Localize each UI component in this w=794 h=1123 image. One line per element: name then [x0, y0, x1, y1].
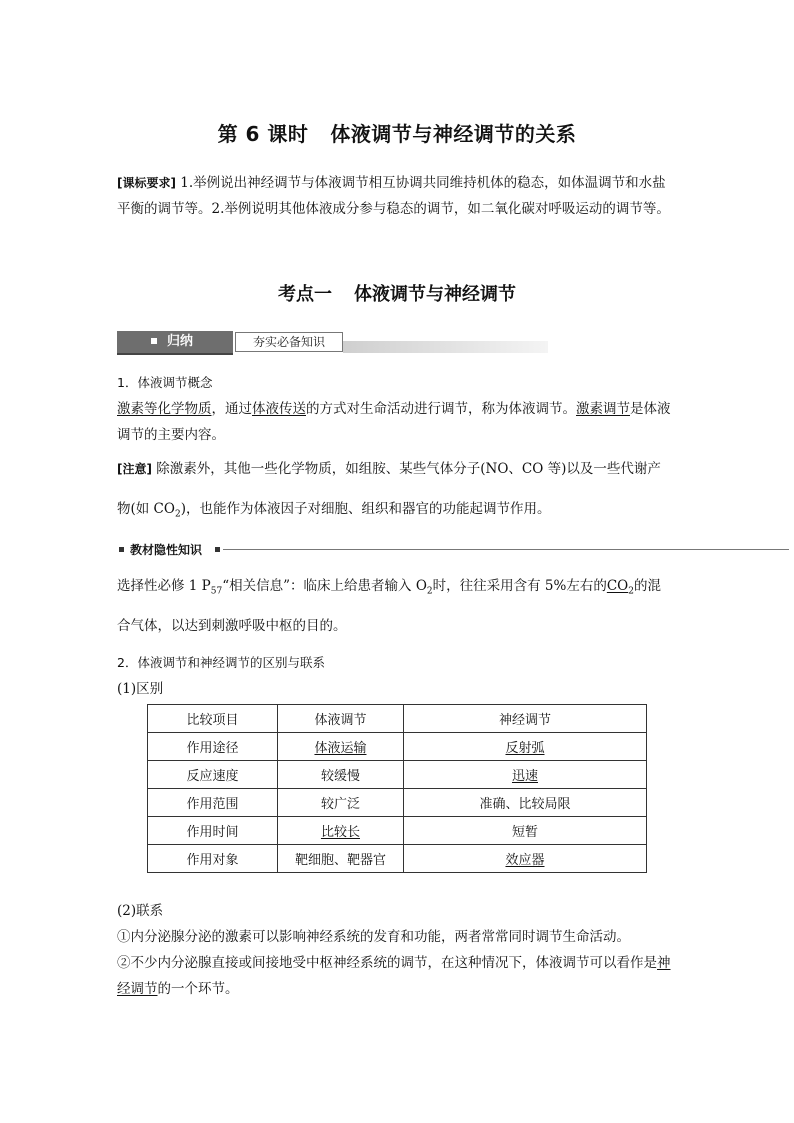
table-cell: 较广泛 — [277, 789, 403, 817]
underlined-answer: 效应器 — [505, 853, 545, 868]
note-text-2b: )，也能作为体液因子对细胞、组织和器官的功能起调节作用。 — [180, 501, 551, 517]
term-nervous-regulation: 神经调节 — [117, 955, 671, 997]
point2-sub1: (1)区别 — [117, 681, 164, 697]
note-line-1 — [117, 456, 677, 482]
subscript: 2 — [628, 586, 634, 597]
table-row — [148, 733, 647, 761]
text-fragment: ②不少内分泌腺直接或间接地受中枢神经系统的调节，在这种情况下，体液调节可以看作是 — [117, 955, 657, 971]
term-co2 — [606, 578, 634, 597]
text-fragment: 选择性必修 1 P — [117, 578, 211, 594]
section-heading — [0, 280, 794, 306]
text-fragment: 时，往往采用含有 5%左右的 — [432, 578, 607, 594]
table-cell: 准确、比较局限 — [404, 789, 647, 817]
table-cell: 短暂 — [404, 817, 647, 845]
note-text-1: 除激素外，其他一些化学物质，如组胺、某些气体分子(NO、CO 等)以及一些代谢产 — [156, 461, 661, 477]
text-fragment: “相关信息”：临床上给患者输入 O — [222, 578, 427, 594]
table-cell: 作用时间 — [148, 817, 278, 845]
note-tag: [注意] — [117, 462, 152, 476]
subscript: 57 — [210, 586, 223, 597]
text-fragment: 是体液调节的主要内容。 — [117, 401, 671, 443]
table-header-cell: 比较项目 — [148, 705, 278, 733]
subscript: 2 — [174, 509, 181, 520]
relation-heading: (2)联系 — [117, 903, 164, 919]
square-bullet-icon — [215, 547, 220, 552]
table-cell — [404, 733, 647, 761]
text-fragment: 的混 — [633, 578, 661, 594]
term-chemicals: 激素等化学物质 — [117, 401, 212, 417]
point2-heading: 2．体液调节和神经调节的区别与联系 — [117, 655, 325, 670]
section-number: 考点一 — [278, 284, 332, 305]
table-cell — [277, 733, 403, 761]
banner-gradient-bar — [343, 341, 548, 353]
relation-item-2 — [117, 950, 677, 1002]
table-header-row — [148, 705, 647, 733]
point1-paragraph — [117, 396, 677, 448]
requirements-text: 1.举例说出神经调节与体液调节相互协调共同维持机体的稳态，如体温调节和水盐平衡的调节等。2.举例说明其他体液成分参与稳态的调节，如二氧化碳对呼吸运动的调节等。 — [117, 175, 670, 217]
text-fragment: 的一个环节。 — [157, 981, 239, 997]
note-line-2 — [117, 496, 677, 528]
point1-heading: 1．体液调节概念 — [117, 375, 213, 390]
subscript: 2 — [426, 586, 433, 597]
hidden-knowledge-line-1 — [117, 573, 677, 605]
underlined-answer: 反射弧 — [505, 741, 545, 756]
lesson-number: 第 6 课时 — [217, 122, 309, 146]
lesson-topic: 体液调节与神经调节的关系 — [330, 122, 577, 146]
table-header-cell: 体液调节 — [277, 705, 403, 733]
underlined-answer: 体液运输 — [314, 741, 367, 756]
square-bullet-icon — [151, 338, 157, 344]
table-cell: 作用途径 — [148, 733, 278, 761]
table-cell — [277, 817, 403, 845]
hidden-knowledge-label: 教材隐性知识 — [130, 543, 203, 557]
section-topic: 体液调节与神经调节 — [354, 284, 516, 305]
table-row — [148, 817, 647, 845]
table-cell: 较缓慢 — [277, 761, 403, 789]
banner-dark-block — [117, 331, 233, 353]
banner-underline — [117, 353, 233, 355]
term-body-fluid-transport: 体液传送 — [252, 401, 306, 417]
table-row — [148, 761, 647, 789]
hidden-knowledge-line-2: 合气体，以达到刺激呼吸中枢的目的。 — [117, 618, 347, 634]
lesson-title — [0, 118, 794, 147]
square-bullet-icon — [119, 547, 124, 552]
text-fragment: 的方式对生命活动进行调节，称为体液调节。 — [306, 401, 576, 417]
underlined-answer: 比较长 — [320, 825, 360, 840]
table-cell — [404, 761, 647, 789]
table-row — [148, 845, 647, 873]
relation-item-1: ①内分泌腺分泌的激素可以影响神经系统的发育和功能，两者常常同时调节生命活动。 — [117, 929, 630, 945]
table-row — [148, 789, 647, 817]
banner-light-label: 夯实必备知识 — [235, 332, 343, 352]
table-header-cell: 神经调节 — [404, 705, 647, 733]
table-cell: 反应速度 — [148, 761, 278, 789]
curriculum-requirements — [117, 170, 677, 222]
hidden-knowledge-title — [117, 540, 677, 560]
table-cell — [404, 845, 647, 873]
text-fragment: CO — [606, 578, 629, 594]
requirements-tag: [课标要求] — [117, 176, 176, 190]
note-text-2a: 物(如 CO — [117, 501, 175, 517]
underlined-answer: 迅速 — [511, 769, 538, 784]
divider-line — [223, 549, 789, 550]
table-cell: 靶细胞、靶器官 — [277, 845, 403, 873]
table-cell: 作用对象 — [148, 845, 278, 873]
banner-dark-label: 归纳 — [167, 334, 194, 349]
table-cell: 作用范围 — [148, 789, 278, 817]
text-fragment: ，通过 — [211, 401, 252, 417]
term-hormone-regulation: 激素调节 — [576, 401, 630, 417]
comparison-table — [147, 704, 647, 873]
summary-banner — [117, 331, 431, 353]
